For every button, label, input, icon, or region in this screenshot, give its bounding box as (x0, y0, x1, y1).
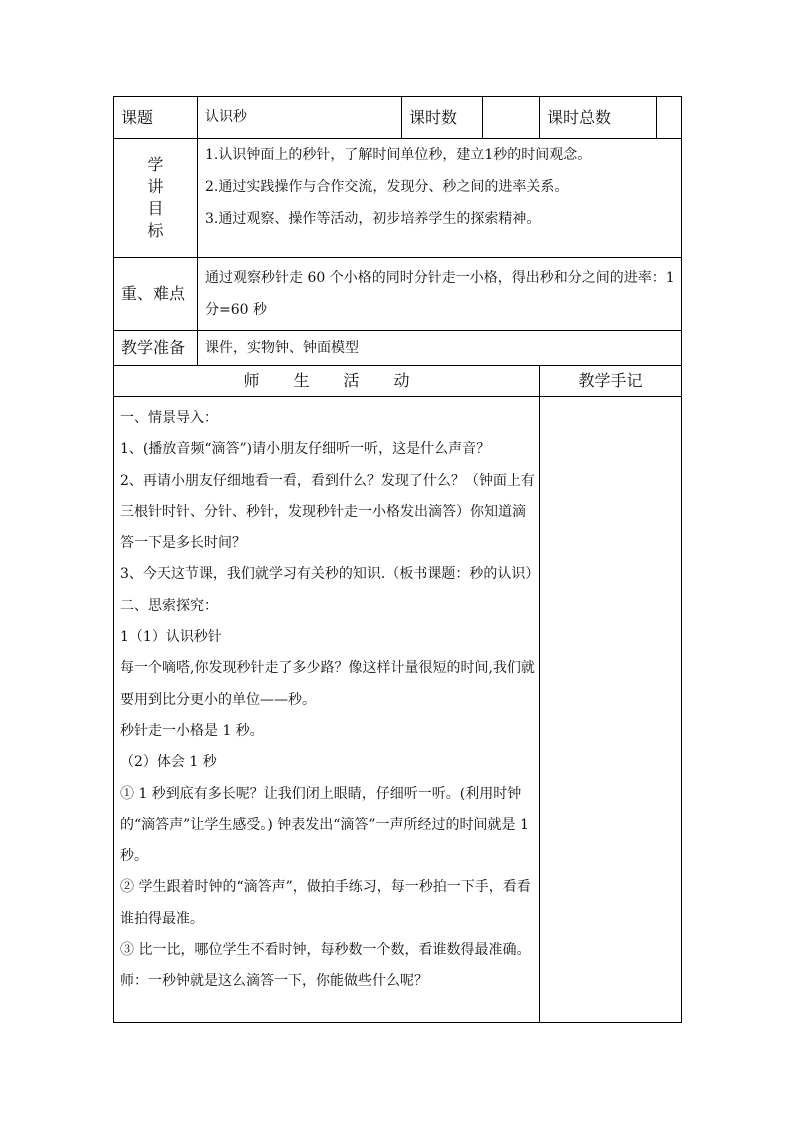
activity-paragraph: ③ 比一比，哪位学生不看时钟，每秒数一个数，看谁数得最准确。师：一秒钟就是这么滴答一下，你能做些什么呢？ (120, 942, 531, 990)
activity-paragraph: 2、再请小朋友仔细地看一看，看到什么？发现了什么？（钟面上有三根针时针、分针、秒针，发现秒针走一小格发出滴答）你知道滴答一下是多长时间？ (120, 472, 535, 552)
activity-row (114, 397, 682, 1023)
preparation-text: 课件，实物钟、钟面模型 (198, 331, 682, 366)
activity-paragraph: 每一个嘀嗒,你发现秒针走了多少路？像这样计量很短的时间,我们就要用到比分更小的单位——秒。 (120, 660, 535, 708)
notes-header: 教学手记 (540, 366, 682, 397)
goals-label-char: 讲 (147, 177, 164, 196)
difficulty-text: 通过观察秒针走 60 个小格的同时分针走一小格，得出秒和分之间的进率：1 分=60 秒 (198, 258, 682, 331)
goals-label (114, 139, 198, 258)
activity-paragraph: ② 学生跟着时钟的“滴答声”，做拍手练习，每一秒拍一下手，看看谁拍得最准。 (120, 879, 531, 927)
goals-label-char: 目 (147, 199, 164, 218)
hours-value (483, 97, 540, 139)
goal-item: 1.认识钟面上的秒针，了解时间单位秒，建立1秒的时间观念。 (205, 147, 592, 163)
activity-paragraph: ① 1 秒到底有多长呢？让我们闭上眼睛，仔细听一听。(利用时钟的“滴答声”让学生感受。) 钟表发出“滴答”一声所经过的时间就是 1 秒。 (120, 785, 529, 865)
title-value: 认识秒 (198, 97, 402, 139)
activity-paragraph: 秒针走一小格是 1 秒。 (120, 722, 264, 739)
title-row (114, 97, 682, 139)
hours-label: 课时数 (402, 97, 483, 139)
activity-paragraph: （2）体会 1 秒 (120, 754, 217, 771)
total-hours-value (657, 97, 682, 139)
activity-header: 师生活动 (114, 366, 540, 397)
goals-row (114, 139, 682, 258)
total-hours-label: 课时总数 (540, 97, 657, 139)
goal-item: 3.通过观察、操作等活动，初步培养学生的探索精神。 (205, 211, 541, 227)
lesson-plan-table (113, 96, 682, 1023)
preparation-row (114, 331, 682, 366)
difficulty-label: 重、难点 (114, 258, 198, 331)
notes-content (540, 397, 682, 1023)
activity-paragraph: 3、今天这节课，我们就学习有关秒的知识.（板书课题：秒的认识） (120, 566, 540, 583)
preparation-label: 教学准备 (114, 331, 198, 366)
goals-label-char: 学 (147, 155, 164, 174)
activity-content (114, 397, 540, 1023)
activity-paragraph: 一、情景导入： (120, 410, 218, 426)
goals-label-char: 标 (147, 221, 164, 240)
title-label: 课题 (114, 97, 198, 139)
difficulty-row (114, 258, 682, 331)
activity-paragraph: 1（1）认识秒针 (120, 629, 222, 646)
activity-paragraph: 1、(播放音频“滴答”)请小朋友仔细听一听，这是什么声音？ (120, 441, 491, 458)
section-header-row (114, 366, 682, 397)
goal-item: 2.通过实践操作与合作交流，发现分、秒之间的进率关系。 (205, 179, 569, 195)
goals-content (198, 139, 682, 258)
activity-paragraph: 二、思索探究： (120, 597, 218, 614)
